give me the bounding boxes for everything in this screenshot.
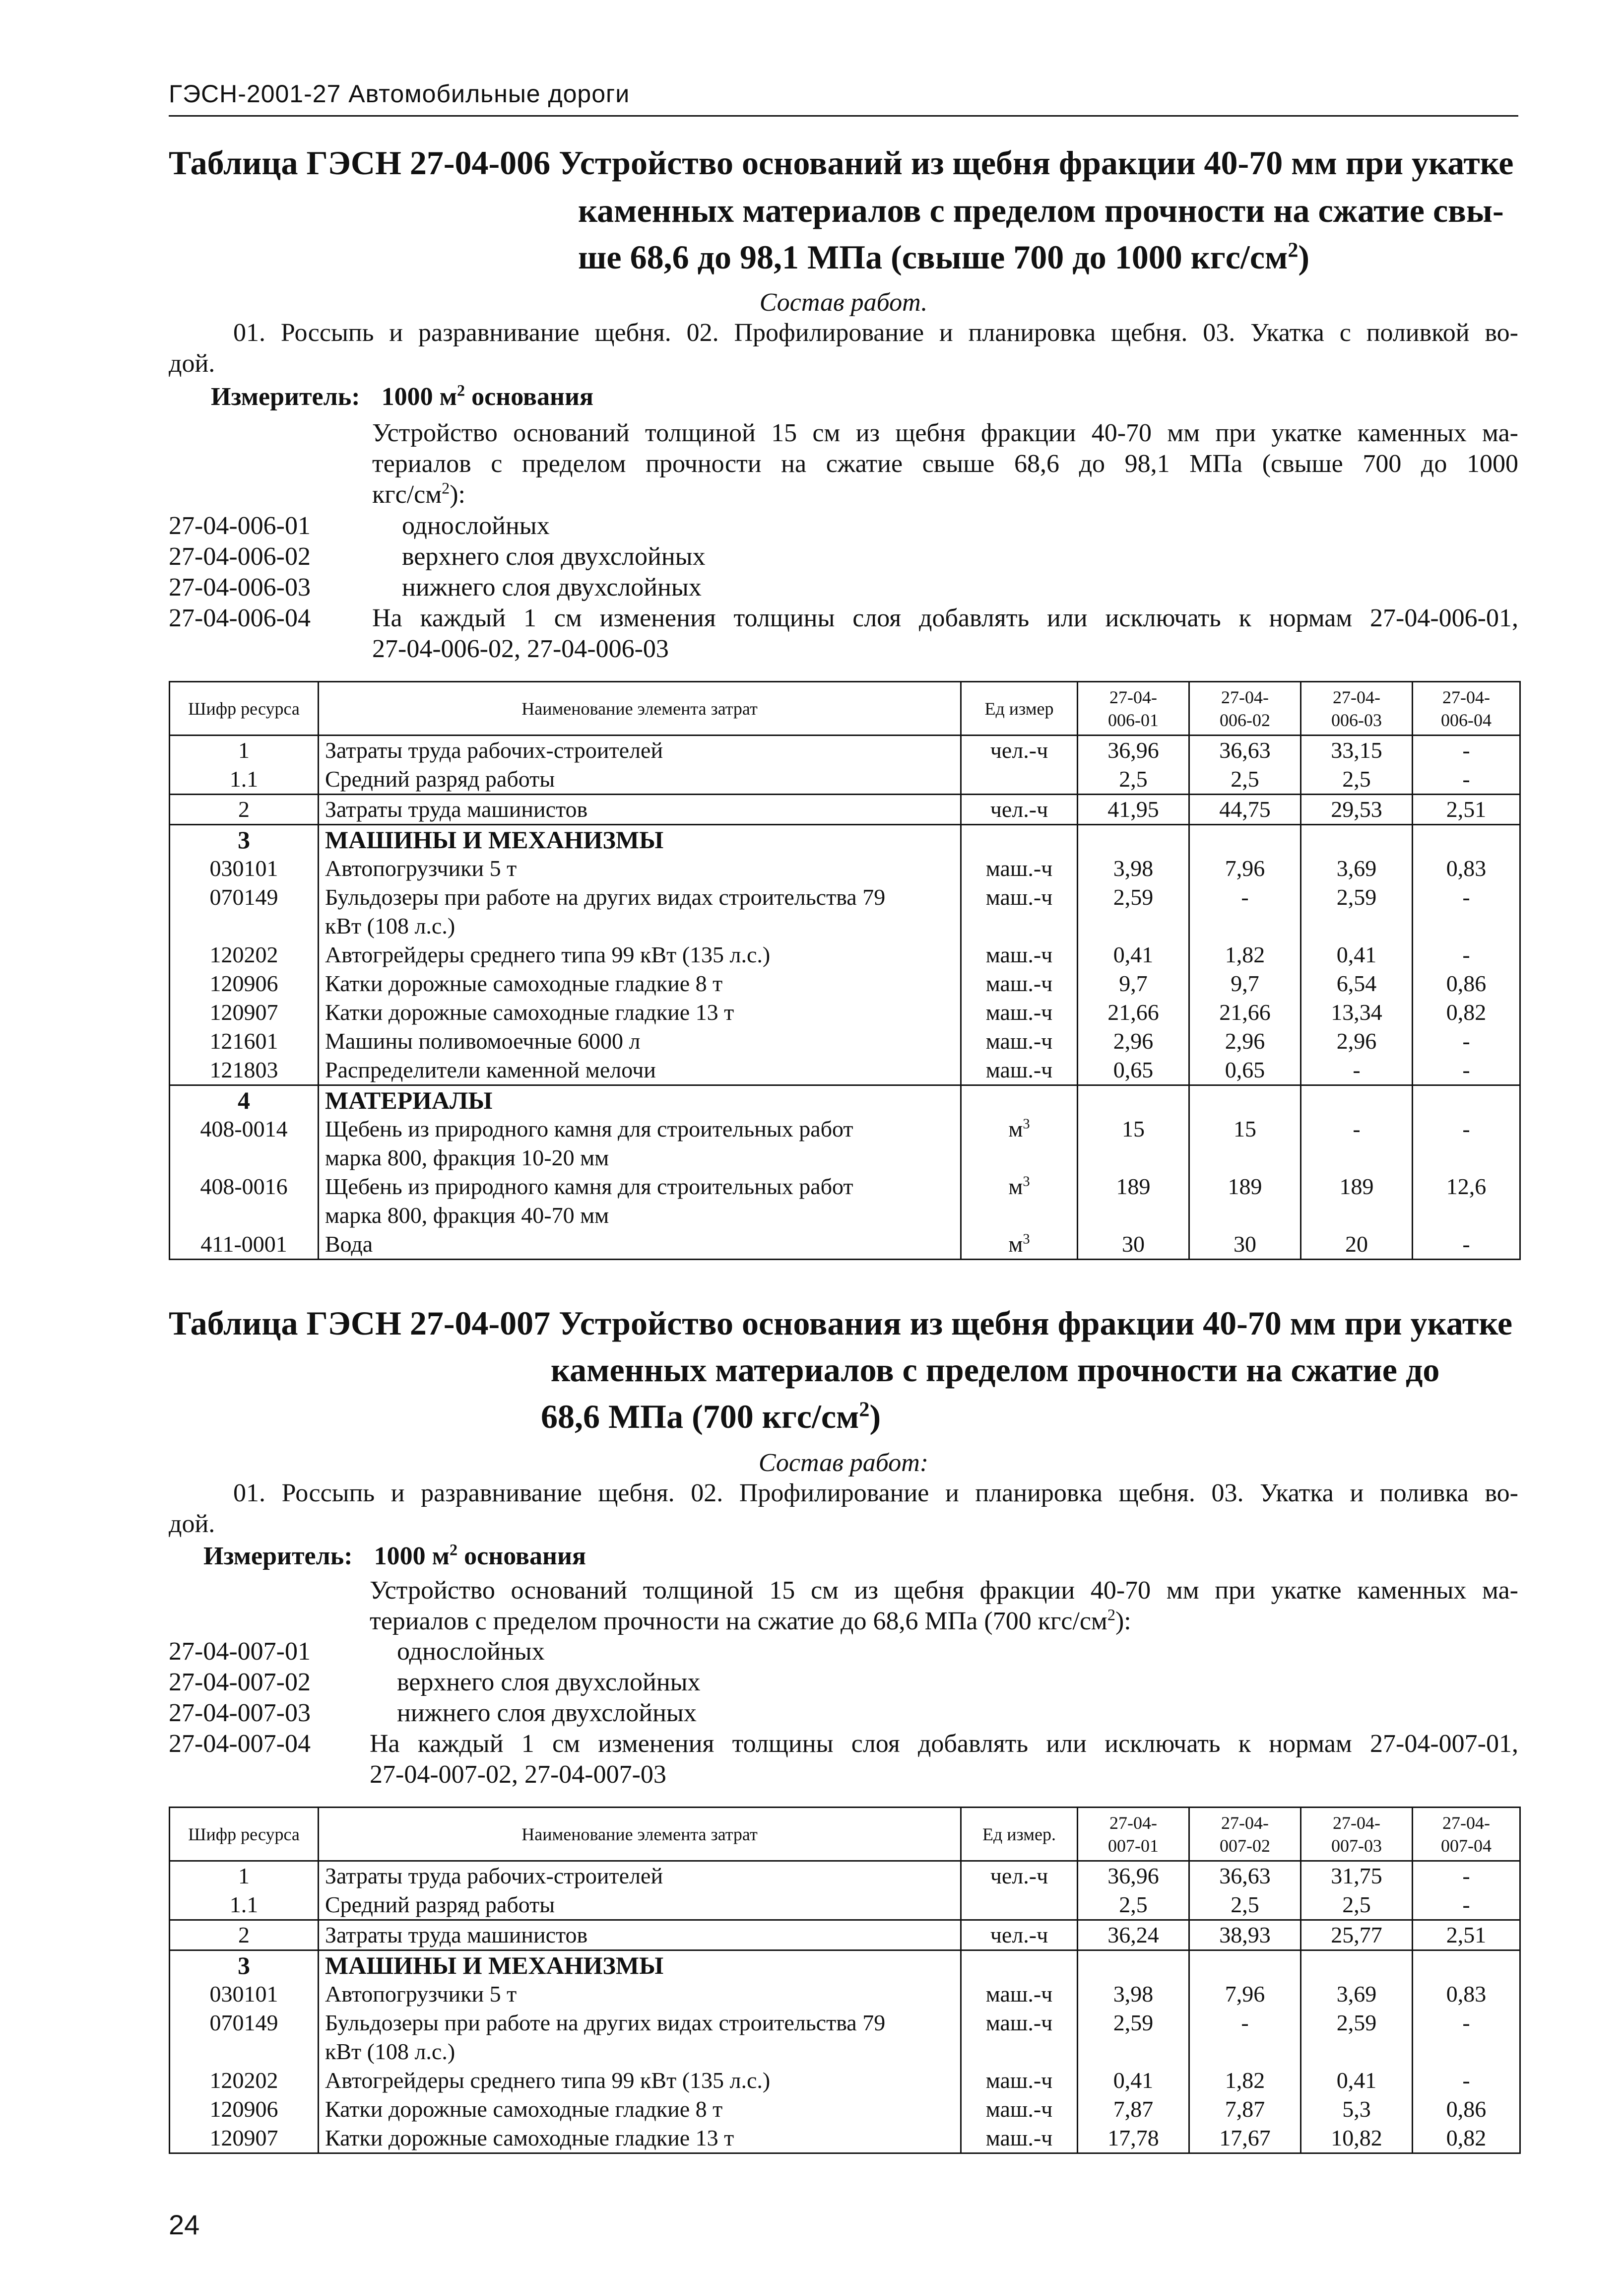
t2-item-code: 27-04-007-01 [169, 1637, 311, 1666]
header-rule [169, 115, 1518, 117]
cell-value: - [1413, 940, 1520, 969]
cell-value: 0,83 [1413, 854, 1520, 883]
t1-measure-label: Измеритель: [211, 383, 360, 411]
cell-unit: маш.-ч [961, 2009, 1078, 2066]
table-row [170, 2124, 1520, 2153]
cell-name: Распределители каменной мелочи [319, 1056, 961, 1085]
cell-value: 0,82 [1413, 2124, 1520, 2153]
t2-title-line-3-text: 68,6 МПа (700 кгс/см [541, 1398, 859, 1435]
cell-value: - [1189, 2009, 1301, 2066]
col-header-norm-2: 27-04- 006-02 [1189, 682, 1301, 736]
col-header-name: Наименование элемента затрат [319, 1808, 961, 1861]
running-header: ГЭСН-2001-27 Автомобильные дороги [169, 80, 630, 108]
cell-value: 2,96 [1078, 1027, 1189, 1056]
t2-measure-value: 1000 м [374, 1542, 450, 1570]
cell-code: 2 [170, 1920, 319, 1950]
cell-code: 120202 [170, 2066, 319, 2095]
t1-title-line-2: каменных материалов с пределом прочности на сжатие свы- [578, 192, 1504, 229]
col-header-code: Шифр ресурса [170, 1808, 319, 1861]
table-row [170, 854, 1520, 883]
cell-value: 2,51 [1413, 1920, 1520, 1950]
cell-code: 121803 [170, 1056, 319, 1085]
cell-unit: маш.-ч [961, 998, 1078, 1027]
cell-value: 7,87 [1189, 2095, 1301, 2124]
cell-value: 2,5 [1189, 765, 1301, 795]
cell-unit: маш.-ч [961, 969, 1078, 998]
cell-name: Катки дорожные самоходные гладкие 13 т [319, 2124, 961, 2153]
page-number: 24 [169, 2209, 200, 2240]
cell-name: Катки дорожные самоходные гладкие 8 т [319, 2095, 961, 2124]
cell-name: Бульдозеры при работе на других видах строительства 79 кВт (108 л.с.) [319, 883, 961, 940]
t1-desc-3-tail: ): [450, 480, 465, 509]
cell-name: Затраты труда машинистов [319, 795, 961, 825]
cell-unit [961, 1890, 1078, 1920]
table-row [170, 1890, 1520, 1920]
cell-unit: чел.-ч [961, 1920, 1078, 1950]
cell-value: - [1413, 1056, 1520, 1085]
t2-item-text: верхнего слоя двухслойных [397, 1668, 701, 1696]
cell-value: 17,67 [1189, 2124, 1301, 2153]
col-header-norm-3: 27-04- 007-03 [1301, 1808, 1413, 1861]
cell-value: 36,63 [1189, 736, 1301, 765]
cell-value: 36,96 [1078, 736, 1189, 765]
cell-value: 189 [1301, 1172, 1413, 1230]
t1-title-line-3-text: ше 68,6 до 98,1 МПа (свыше 700 до 1000 кгс/см [578, 238, 1288, 276]
cell-value: 15 [1078, 1115, 1189, 1172]
t1-works-heading: Состав работ. [759, 288, 928, 317]
table-section-row [170, 1085, 1520, 1115]
cell-unit: маш.-ч [961, 883, 1078, 940]
cell-unit: маш.-ч [961, 854, 1078, 883]
t2-title-line-3: 68,6 МПа (700 кгс/$см^2$) [541, 1398, 881, 1435]
cell-value: 12,6 [1413, 1172, 1520, 1230]
t1-item-code: 27-04-006-03 [169, 573, 311, 602]
cell-value: 7,96 [1189, 1980, 1301, 2009]
cell-name: Средний разряд работы [319, 1890, 961, 1920]
cell-unit: маш.-ч [961, 1027, 1078, 1056]
t1-title-line-3-tail: ) [1298, 238, 1310, 276]
cell-unit: чел.-ч [961, 795, 1078, 825]
cell-code: 408-0014 [170, 1115, 319, 1172]
cell-value: - [1413, 2009, 1520, 2066]
cell-value: 2,5 [1301, 765, 1413, 795]
cell-name: Щебень из природного камня для строительных работ марка 800, фракция 40-70 мм [319, 1172, 961, 1230]
cell-value: 17,78 [1078, 2124, 1189, 2153]
cell-value: 7,96 [1189, 854, 1301, 883]
cell-value: 2,5 [1078, 765, 1189, 795]
table-row [170, 1056, 1520, 1085]
col-header-norm-4: 27-04- 007-04 [1413, 1808, 1520, 1861]
cell-value: 2,5 [1301, 1890, 1413, 1920]
cell-name: Машины поливомоечные 6000 л [319, 1027, 961, 1056]
cell-value: 2,59 [1301, 2009, 1413, 2066]
t1-item-text-cont: 27-04-006-02, 27-04-006-03 [372, 635, 669, 663]
cell-code: 120906 [170, 969, 319, 998]
t2-works-text-2: дой. [169, 1510, 215, 1538]
cell-value: - [1301, 1056, 1413, 1085]
cell-value: 2,5 [1078, 1890, 1189, 1920]
t1-item-text: На каждый 1 см изменения толщины слоя добавлять или исключать к нормам 27-04-006-01, [372, 604, 1518, 632]
cell-value: 2,96 [1301, 1027, 1413, 1056]
table-row [170, 1172, 1520, 1230]
cell-value: 0,41 [1301, 2066, 1413, 2095]
cell-code: 121601 [170, 1027, 319, 1056]
cell-value: - [1413, 1027, 1520, 1056]
table-row [170, 1980, 1520, 2009]
cell-value: 0,65 [1078, 1056, 1189, 1085]
cell-value: 36,96 [1078, 1861, 1189, 1891]
cell-code: 030101 [170, 1980, 319, 2009]
table-row [170, 969, 1520, 998]
t2-title-line-3-tail: ) [869, 1398, 881, 1435]
col-header-unit: Ед измер [961, 682, 1078, 736]
section-title: МАШИНЫ И МЕХАНИЗМЫ [319, 825, 961, 855]
cell-name: Автогрейдеры среднего типа 99 кВт (135 л.с.) [319, 2066, 961, 2095]
cell-value: 30 [1189, 1230, 1301, 1260]
cell-value: 29,53 [1301, 795, 1413, 825]
cell-unit: $м^3$ [961, 1172, 1078, 1230]
cell-code: 120907 [170, 2124, 319, 2153]
t1-table-header-row [170, 682, 1520, 736]
cell-value: 1,82 [1189, 2066, 1301, 2095]
t2-measure-label: Измеритель: [203, 1542, 353, 1570]
col-header-norm-2: 27-04- 007-02 [1189, 1808, 1301, 1861]
cell-value: 3,98 [1078, 854, 1189, 883]
t2-item-code: 27-04-007-03 [169, 1699, 311, 1727]
t1-item-code: 27-04-006-02 [169, 542, 311, 571]
cell-value: 36,63 [1189, 1861, 1301, 1891]
cell-value: - [1413, 883, 1520, 940]
cell-value: 3,98 [1078, 1980, 1189, 2009]
t1-desc-2: териалов с пределом прочности на сжатие свыше 68,6 до 98,1 МПа (свыше 700 до 1000 [372, 450, 1518, 478]
table-row [170, 2095, 1520, 2124]
cell-value: 0,41 [1301, 940, 1413, 969]
cell-code: 3 [170, 825, 319, 855]
cell-value: - [1413, 1890, 1520, 1920]
cell-code: 408-0016 [170, 1172, 319, 1230]
table-row [170, 2009, 1520, 2066]
t1-item-code: 27-04-006-01 [169, 512, 311, 540]
cell-value: - [1413, 1230, 1520, 1260]
table-row [170, 1920, 1520, 1950]
cell-value: 189 [1189, 1172, 1301, 1230]
t1-measure: Измеритель: 1000 $м^2$ основания [211, 381, 594, 411]
cell-value: 10,82 [1301, 2124, 1413, 2153]
cell-code: 1 [170, 736, 319, 765]
table-row [170, 940, 1520, 969]
t1-item-code: 27-04-006-04 [169, 604, 311, 632]
table-section-row [170, 825, 1520, 855]
cell-code: 411-0001 [170, 1230, 319, 1260]
cell-value: - [1189, 883, 1301, 940]
cell-value: 38,93 [1189, 1920, 1301, 1950]
t2-measure-tail: основания [457, 1542, 586, 1570]
cell-value: 1,82 [1189, 940, 1301, 969]
t2-item-code: 27-04-007-02 [169, 1668, 311, 1696]
table-row [170, 883, 1520, 940]
table-row [170, 765, 1520, 795]
t2-desc-2: териалов с пределом прочности на сжатие до 68,6 МПа (700 кгс/$см^2$): [370, 1606, 1131, 1635]
table-row [170, 2066, 1520, 2095]
t2-item-code: 27-04-007-04 [169, 1730, 311, 1758]
cell-value: 3,69 [1301, 1980, 1413, 2009]
col-header-code: Шифр ресурса [170, 682, 319, 736]
t1-measure-tail: основания [465, 383, 594, 411]
cell-value: 2,59 [1301, 883, 1413, 940]
cell-unit: маш.-ч [961, 1056, 1078, 1085]
section-title: МАТЕРИАЛЫ [319, 1085, 961, 1115]
cell-value: 13,34 [1301, 998, 1413, 1027]
cell-unit: $м^3$ [961, 1230, 1078, 1260]
cell-name: Катки дорожные самоходные гладкие 13 т [319, 998, 961, 1027]
t1-title-line-3: ше 68,6 до 98,1 МПа (свыше 700 до 1000 кгс/$см^2$) [578, 238, 1310, 276]
cell-value: 0,41 [1078, 940, 1189, 969]
cell-value: 0,86 [1413, 969, 1520, 998]
table-row [170, 736, 1520, 765]
cell-unit: маш.-ч [961, 940, 1078, 969]
cell-value: 2,59 [1078, 883, 1189, 940]
t1-item-text: однослойных [402, 512, 550, 540]
cell-value: 36,24 [1078, 1920, 1189, 1950]
cell-code: 3 [170, 1950, 319, 1980]
t1-works-text-2: дой. [169, 349, 215, 378]
cell-unit: маш.-ч [961, 2066, 1078, 2095]
cell-value: - [1413, 765, 1520, 795]
cell-name: Затраты труда рабочих-строителей [319, 1861, 961, 1891]
cell-value: 21,66 [1189, 998, 1301, 1027]
t2-works-heading: Состав работ: [758, 1449, 929, 1477]
t2-item-text: однослойных [397, 1637, 545, 1666]
cell-value: 20 [1301, 1230, 1413, 1260]
t2-title-line-1: Таблица ГЭСН 27-04-007 Устройство основания из щебня фракции 40-70 мм при укатке [169, 1304, 1513, 1342]
col-header-name: Наименование элемента затрат [319, 682, 961, 736]
cell-value: 0,83 [1413, 1980, 1520, 2009]
t2-item-text: нижнего слоя двухслойных [397, 1699, 697, 1727]
t1-measure-value: 1000 м [381, 383, 457, 411]
col-header-unit: Ед измер. [961, 1808, 1078, 1861]
cell-value: 9,7 [1189, 969, 1301, 998]
t2-item-text: На каждый 1 см изменения толщины слоя добавлять или исключать к нормам 27-04-007-01, [370, 1730, 1518, 1758]
cell-unit: чел.-ч [961, 736, 1078, 765]
cell-unit: маш.-ч [961, 1980, 1078, 2009]
cell-code: 1.1 [170, 1890, 319, 1920]
t1-works-text-1: 01. Россыпь и разравнивание щебня. 02. Профилирование и планировка щебня. 03. Укатка с поливкой во- [233, 319, 1518, 347]
cell-name: Вода [319, 1230, 961, 1260]
t2-desc-2-tail: ): [1115, 1607, 1131, 1635]
cell-code: 070149 [170, 883, 319, 940]
cell-code: 2 [170, 795, 319, 825]
cell-unit: маш.-ч [961, 2095, 1078, 2124]
t2-desc-2-text: териалов с пределом прочности на сжатие до 68,6 МПа (700 кгс/см [370, 1607, 1107, 1635]
table-row [170, 998, 1520, 1027]
t2-title-line-2: каменных материалов с пределом прочности на сжатие до [551, 1351, 1440, 1389]
cell-value: 2,96 [1189, 1027, 1301, 1056]
cell-value: - [1413, 1861, 1520, 1891]
t1-resource-table [169, 681, 1521, 1260]
cell-value: 33,15 [1301, 736, 1413, 765]
cell-value: - [1413, 1115, 1520, 1172]
cell-code: 1.1 [170, 765, 319, 795]
cell-value: 7,87 [1078, 2095, 1189, 2124]
cell-code: 120906 [170, 2095, 319, 2124]
t2-resource-table [169, 1807, 1521, 2154]
cell-name: Бульдозеры при работе на других видах строительства 79 кВт (108 л.с.) [319, 2009, 961, 2066]
t1-desc-3: кгс/$см^2$): [372, 479, 465, 509]
cell-value: 2,5 [1189, 1890, 1301, 1920]
cell-value: - [1413, 2066, 1520, 2095]
cell-value: 30 [1078, 1230, 1189, 1260]
cell-value: 2,51 [1413, 795, 1520, 825]
cell-unit: $м^3$ [961, 1115, 1078, 1172]
cell-name: Щебень из природного камня для строительных работ марка 800, фракция 10-20 мм [319, 1115, 961, 1172]
cell-value: 0,86 [1413, 2095, 1520, 2124]
col-header-norm-1: 27-04- 007-01 [1078, 1808, 1189, 1861]
t1-desc-3-text: кгс/см [372, 480, 442, 509]
cell-value: 6,54 [1301, 969, 1413, 998]
cell-value: 15 [1189, 1115, 1301, 1172]
cell-code: 120202 [170, 940, 319, 969]
cell-unit: чел.-ч [961, 1861, 1078, 1891]
cell-value: 3,69 [1301, 854, 1413, 883]
cell-value: 41,95 [1078, 795, 1189, 825]
section-title: МАШИНЫ И МЕХАНИЗМЫ [319, 1950, 961, 1980]
col-header-norm-3: 27-04- 006-03 [1301, 682, 1413, 736]
t1-item-text: нижнего слоя двухслойных [402, 573, 702, 602]
cell-value: 189 [1078, 1172, 1189, 1230]
cell-value: - [1301, 1115, 1413, 1172]
cell-value: 0,41 [1078, 2066, 1189, 2095]
cell-name: Автопогрузчики 5 т [319, 854, 961, 883]
table-row [170, 1115, 1520, 1172]
cell-value: 0,65 [1189, 1056, 1301, 1085]
cell-code: 4 [170, 1085, 319, 1115]
table-section-row [170, 1950, 1520, 1980]
cell-name: Катки дорожные самоходные гладкие 8 т [319, 969, 961, 998]
table-row [170, 1861, 1520, 1891]
cell-name: Автопогрузчики 5 т [319, 1980, 961, 2009]
cell-code: 070149 [170, 2009, 319, 2066]
col-header-norm-4: 27-04- 006-04 [1413, 682, 1520, 736]
cell-value: 5,3 [1301, 2095, 1413, 2124]
t2-desc-1: Устройство оснований толщиной 15 см из щебня фракции 40-70 мм при укатке каменных ма- [370, 1576, 1518, 1605]
table-row [170, 1230, 1520, 1260]
cell-value: 25,77 [1301, 1920, 1413, 1950]
cell-code: 1 [170, 1861, 319, 1891]
cell-name: Средний разряд работы [319, 765, 961, 795]
cell-name: Автогрейдеры среднего типа 99 кВт (135 л.с.) [319, 940, 961, 969]
t2-measure: Измеритель: 1000 $м^2$ основания [203, 1541, 586, 1570]
cell-code: 030101 [170, 854, 319, 883]
cell-value: 31,75 [1301, 1861, 1413, 1891]
cell-name: Затраты труда машинистов [319, 1920, 961, 1950]
cell-value: 44,75 [1189, 795, 1301, 825]
t1-title-line-1: Таблица ГЭСН 27-04-006 Устройство оснований из щебня фракции 40-70 мм при укатке [169, 144, 1514, 182]
cell-unit [961, 765, 1078, 795]
cell-value: 0,82 [1413, 998, 1520, 1027]
cell-unit: маш.-ч [961, 2124, 1078, 2153]
cell-value: - [1413, 736, 1520, 765]
t2-works-text-1: 01. Россыпь и разравнивание щебня. 02. Профилирование и планировка щебня. 03. Укатка и поливка во- [233, 1479, 1518, 1507]
t2-item-text-cont: 27-04-007-02, 27-04-007-03 [370, 1760, 666, 1789]
cell-value: 21,66 [1078, 998, 1189, 1027]
t1-item-text: верхнего слоя двухслойных [402, 542, 706, 571]
table-row [170, 795, 1520, 825]
cell-value: 2,59 [1078, 2009, 1189, 2066]
col-header-norm-1: 27-04- 006-01 [1078, 682, 1189, 736]
t2-table-header-row [170, 1808, 1520, 1861]
cell-code: 120907 [170, 998, 319, 1027]
table-row [170, 1027, 1520, 1056]
t1-desc-1: Устройство оснований толщиной 15 см из щебня фракции 40-70 мм при укатке каменных ма- [372, 419, 1518, 447]
cell-name: Затраты труда рабочих-строителей [319, 736, 961, 765]
cell-value: 9,7 [1078, 969, 1189, 998]
